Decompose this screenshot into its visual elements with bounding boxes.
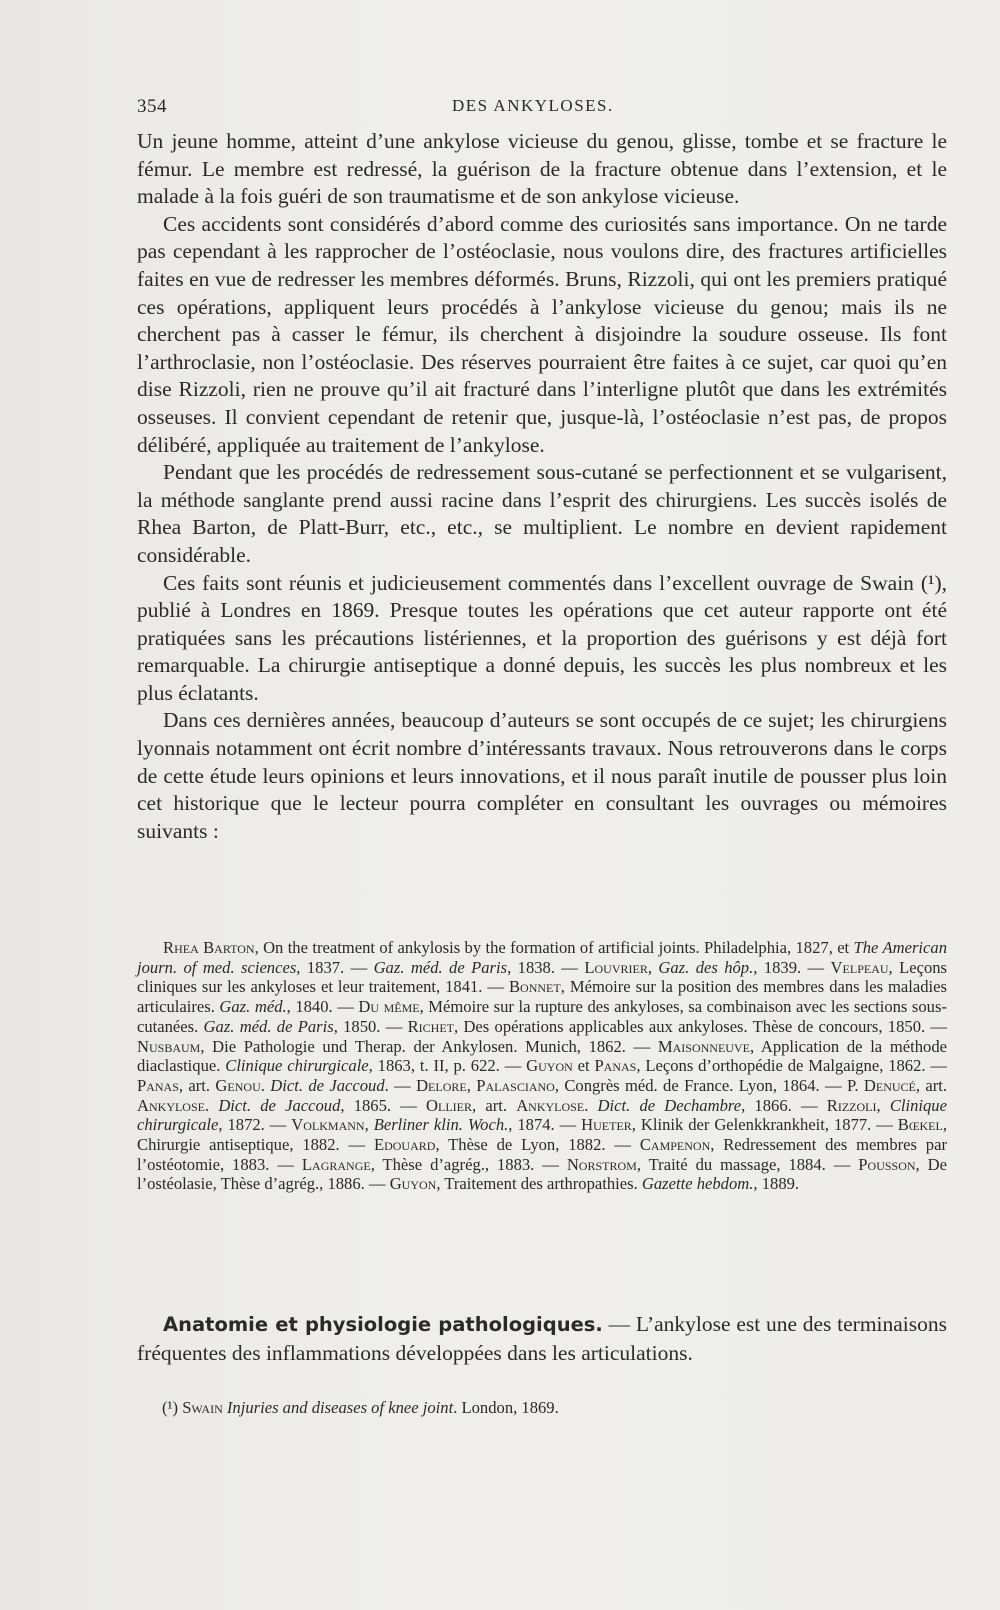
bib-author: Ankylose	[516, 1095, 585, 1115]
bib-text: , Mémoire sur la rupture des ankyloses, sa combinaison avec les sections sous-cutanées.	[137, 997, 947, 1036]
footnote	[162, 1398, 942, 1418]
bib-author: Norstrom	[566, 1154, 637, 1174]
bib-suffix: , 1866. —	[741, 1095, 827, 1115]
bib-author: Guyon	[526, 1056, 573, 1076]
bib-author: Bonnet	[508, 977, 561, 997]
bib-author: Louvrier	[584, 957, 648, 977]
bib-author: Ollier	[426, 1095, 473, 1115]
bib-text: , Traitement des arthropathies.	[436, 1174, 642, 1194]
bib-journal: Dict. de Jaccoud	[218, 1095, 341, 1115]
bib-author: Nusbaum	[137, 1036, 201, 1056]
bib-author: Bœkel	[897, 1115, 943, 1135]
bib-journal: Dict. de Dechambre	[597, 1095, 742, 1115]
bib-journal: Berliner klin. Woch.	[373, 1115, 509, 1135]
bib-text: , art.	[472, 1095, 517, 1115]
bib-author: Lagrange	[301, 1154, 371, 1174]
bib-author: Palasciano	[476, 1075, 555, 1095]
bib-author: Velpeau	[830, 957, 889, 977]
bib-journal: Clinique chirurgicale	[137, 1095, 947, 1135]
paragraph-1: Un jeune homme, atteint d’une ankylose vicieuse du genou, glisse, tombe et se fracture le fémur. Le membre est redressé, la guérison de la fracture obtenue dans l’extension, et le malade à la fois guéri de son traumatisme et de son ankylose vicieuse.	[137, 129, 947, 209]
main-text	[137, 128, 947, 845]
bib-author: Rizzoli	[826, 1095, 877, 1115]
bib-text: et	[572, 1056, 595, 1076]
bib-text: , Chirurgie antiseptique, 1882. —	[137, 1115, 947, 1155]
bib-text: , Redressement des membres par l’ostéotomie, 1883. —	[137, 1135, 947, 1174]
paragraph-4: Ces faits sont réunis et judicieusement commentés dans l’excellent ouvrage de Swain (¹), publié à Londres en 1869. Presque toutes les opérations que cet auteur rapporte ont été pratiquées sans les précautions listériennes, et la proportion des guérisons y est déjà fort remarquable. La chirurgie antiseptique a donné depuis, les succès les plus nombreux et les plus éclatants.	[137, 570, 947, 705]
bibliography	[137, 938, 947, 1194]
bib-journal: Gaz. méd. de Paris	[373, 957, 508, 977]
running-title: DES ANKYLOSES.	[452, 96, 614, 115]
bib-author: Rhea Barton	[163, 938, 255, 957]
paragraph-5: Dans ces dernières années, beaucoup d’auteurs se sont occupés de ce sujet; les chirurgiens lyonnais notamment ont écrit nombre d’intéressants travaux. Nous retrouverons dans le corps de cette étude leurs opinions et leurs innovations, et il nous paraît inutile de pousser plus loin cet historique que le lecteur pourra compléter en consultant les ouvrages ou mémoires suivants :	[137, 708, 947, 843]
bib-suffix: , 1865. —	[340, 1095, 427, 1115]
section-heading: Anatomie et physiologie pathologiques.	[163, 1313, 603, 1336]
bib-text: , Application de la méthode diaclastique.	[137, 1036, 947, 1076]
bib-suffix: , 1837. —	[296, 957, 374, 977]
bib-text: , Des opérations applicables aux ankyloses. Thèse de concours, 1850. —	[454, 1016, 948, 1036]
bib-suffix: , 1874. —	[508, 1115, 582, 1135]
footnote-title: Injuries and diseases of knee joint	[226, 1398, 454, 1417]
bib-text: , Leçons d’orthopédie de Malgaigne, 1862. —	[636, 1056, 947, 1076]
bib-text: ,	[364, 1115, 374, 1135]
bib-suffix: , 1872. —	[218, 1115, 292, 1135]
bib-text: ,	[466, 1075, 477, 1095]
bib-journal: Gaz. méd.	[219, 997, 287, 1017]
bib-author: Ankylose	[137, 1095, 205, 1115]
bib-author: Edouard	[373, 1135, 436, 1155]
bib-journal: Clinique chirurgicale	[225, 1056, 369, 1076]
paragraph-2: Ces accidents sont considérés d’abord comme des curiosités sans importance. On ne tarde pas cependant à les rapprocher de l’ostéoclasie, nous voulons dire, des fractures artificielles faites en vue de redresser les membres déformés. Bruns, Rizzoli, qui ont les premiers pratiqué ces opérations, appliquent leurs procédés à l’ankylose vicieuse du genou; mais ils ne cherchent pas à casser le fémur, ils cherchent à disjoindre la soudure osseuse. Ils font l’arthroclasie, non l’ostéoclasie. Des réserves pourraient être faites à ce sujet, car quoi qu’en dise Rizzoli, rien ne prouve qu’il ait fracturé dans l’interligne plutôt que dans les extrémités osseuses. Il convient cependant de retenir que, jusque-là, l’ostéoclasie n’est pas, de propos délibéré, appliquée au traitement de l’ankylose.	[137, 211, 947, 457]
section-text: — L’ankylose est une des terminaisons fréquentes des inflammations développées dans les articulations.	[137, 1312, 948, 1365]
bib-journal: The American journ. of med. sciences	[137, 938, 947, 977]
section-paragraph	[137, 1310, 947, 1368]
bib-author: Du même	[358, 997, 420, 1017]
bib-author: Hueter	[581, 1115, 632, 1135]
bib-suffix: , 1850. —	[333, 1016, 408, 1036]
bib-author: Guyon	[389, 1174, 437, 1194]
paragraph-3: Pendant que les procédés de redressement sous-cutané se perfectionnent et se vulgarisent, la méthode sanglante prend aussi racine dans l’esprit des chirurgiens. Les succès isolés de Rhea Barton, de Platt-Burr, etc., etc., se multiplient. Le nombre en devient rapidement considérable.	[137, 460, 947, 567]
bib-text: , On the treatment of ankylosis by the formation of artificial joints. Philadelphia, 1827, et	[254, 938, 854, 957]
bib-author: Panas	[594, 1056, 637, 1076]
bib-text: .	[260, 1075, 271, 1095]
bib-author: Richet	[407, 1016, 455, 1036]
bib-author: Maisonneuve	[657, 1036, 750, 1056]
bib-author: Denucé	[863, 1075, 916, 1095]
bib-text: , Leçons cliniques sur les ankyloses et leur traitement, 1841. —	[137, 957, 947, 997]
bib-suffix: , 1839. —	[753, 957, 831, 977]
bib-suffix: , 1863, t. II, p. 622. —	[368, 1056, 527, 1076]
bib-text: , Thèse de Lyon, 1882. —	[435, 1135, 640, 1155]
bib-suffix: , 1840. —	[286, 997, 359, 1017]
page-header	[137, 96, 947, 122]
bib-author: Pousson	[858, 1154, 916, 1174]
bib-text: ,	[647, 957, 659, 977]
bib-text: , Mémoire sur la position des membres dans les maladies articulaires.	[137, 977, 947, 1017]
bib-text: , Klinik der Gelenkkrankheit, 1877. —	[631, 1115, 898, 1135]
footnote-marker: (¹)	[162, 1398, 179, 1417]
bib-text: , Traité du massage, 1884. —	[636, 1154, 859, 1174]
bib-journal: Dict. de Jaccoud	[270, 1075, 385, 1095]
bib-text: , art.	[915, 1075, 948, 1095]
bib-text: , Thèse d’agrég., 1883. —	[370, 1154, 567, 1174]
bib-author: Genou	[215, 1075, 261, 1095]
footnote-rest: . London, 1869.	[453, 1398, 559, 1417]
footnote-author: Swain	[182, 1398, 223, 1417]
bib-text: , De l’ostéolasie, Thèse d’agrég., 1886. —	[137, 1154, 947, 1194]
bib-journal: Gaz. méd. de Paris	[203, 1016, 334, 1036]
bib-text: .	[204, 1095, 219, 1115]
page-number: 354	[137, 96, 167, 117]
bib-journal: Gazette hebdom.	[641, 1174, 754, 1194]
bib-suffix: , 1838. —	[507, 957, 585, 977]
bib-text: .	[584, 1095, 598, 1115]
bib-author: Volkmann	[291, 1115, 365, 1135]
bib-author: Panas	[137, 1075, 179, 1095]
bib-suffix: , 1889.	[753, 1174, 800, 1194]
bib-text: , art.	[178, 1075, 216, 1095]
bib-text: ,	[876, 1095, 890, 1115]
bib-text: , Die Pathologie und Therap. der Ankylosen. Munich, 1862. —	[200, 1036, 658, 1056]
bib-author: Campenon	[639, 1135, 711, 1155]
bib-suffix: . —	[384, 1075, 417, 1095]
bib-author: Delore	[416, 1075, 467, 1095]
bib-journal: Gaz. des hôp.	[658, 957, 754, 977]
bib-text: , Congrès méd. de France. Lyon, 1864. — P.	[554, 1075, 864, 1095]
